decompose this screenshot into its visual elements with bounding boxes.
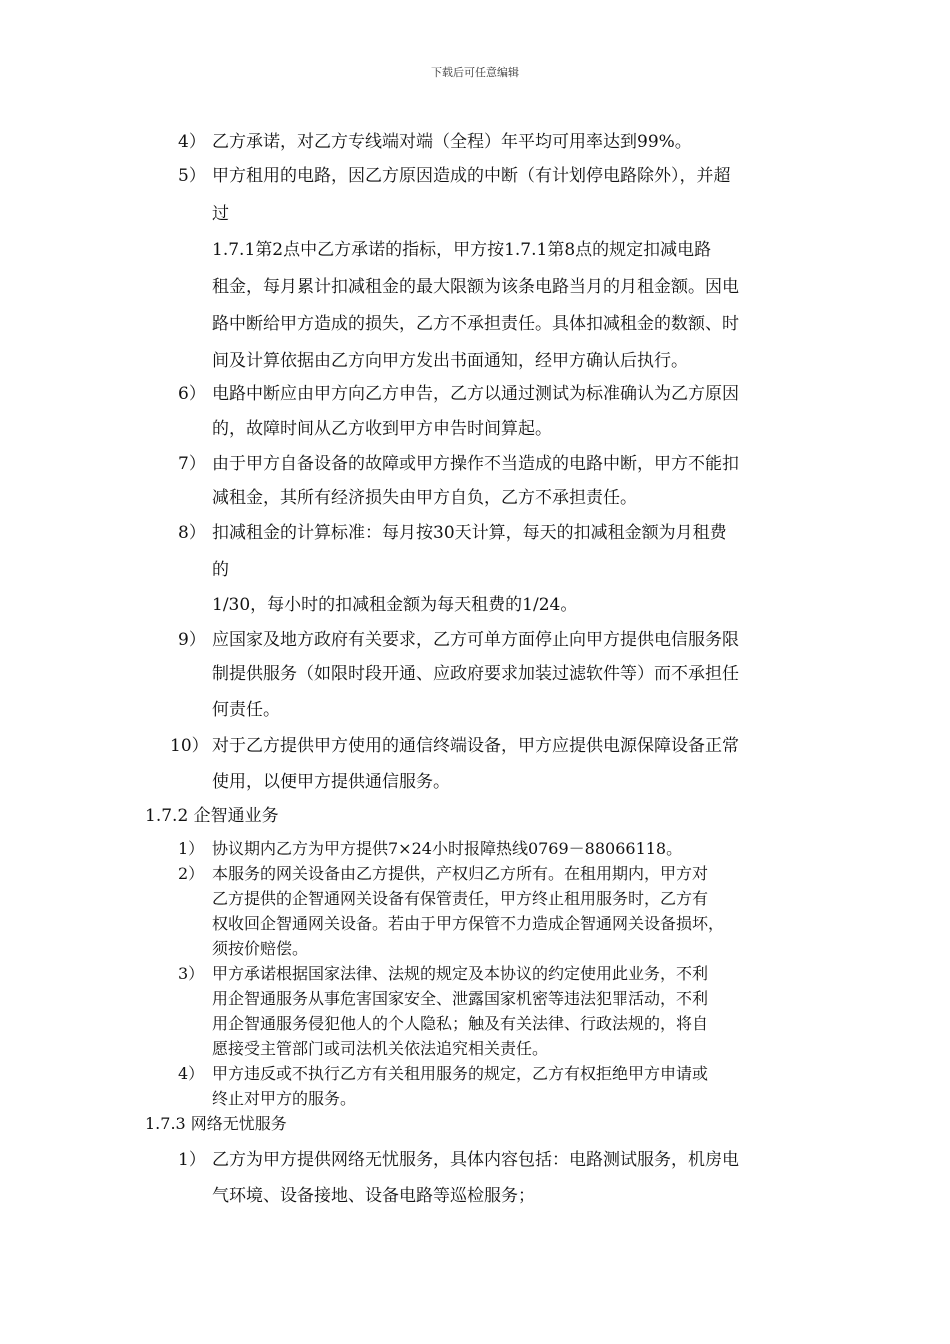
- item-number: 9）: [178, 630, 206, 650]
- item-text: 对于乙方提供甲方使用的通信终端设备，甲方应提供电源保障设备正常: [212, 736, 739, 756]
- item-text: 权收回企智通网关设备。若由于甲方保管不力造成企智通网关设备损坏，: [212, 914, 725, 933]
- item-text: 甲方承诺根据国家法律、法规的规定及本协议的约定使用此业务，不利: [212, 964, 709, 983]
- item-text: 路中断给甲方造成的损失，乙方不承担责任。具体扣减租金的数额、时: [212, 314, 739, 334]
- item-number: 4）: [178, 1064, 205, 1083]
- item-number: 3）: [178, 964, 205, 983]
- item-text: 1/30，每小时的扣减租金额为每天租费的1/24。: [212, 595, 578, 615]
- item-text: 制提供服务（如限时段开通、应政府要求加装过滤软件等）而不承担任: [212, 664, 739, 684]
- item-number: 1）: [178, 839, 205, 858]
- item-text: 乙方为甲方提供网络无忧服务，具体内容包括：电路测试服务，机房电: [212, 1150, 739, 1170]
- item-text: 甲方租用的电路，因乙方原因造成的中断（有计划停电路除外），并超: [212, 166, 731, 186]
- item-number: 5）: [178, 166, 206, 186]
- item-number: 7）: [178, 454, 206, 474]
- item-text: 甲方违反或不执行乙方有关租用服务的规定，乙方有权拒绝甲方申请或: [212, 1064, 709, 1083]
- item-number: 8）: [178, 523, 206, 543]
- item-text: 乙方提供的企智通网关设备有保管责任，甲方终止租用服务时，乙方有: [212, 889, 709, 908]
- item-number: 6）: [178, 384, 206, 404]
- item-text: 1.7.1第2点中乙方承诺的指标，甲方按1.7.1第8点的规定扣减电路: [212, 240, 712, 260]
- section-heading-1-7-2: 1.7.2 企智通业务: [145, 806, 279, 826]
- item-text: 扣减租金的计算标准：每月按30天计算，每天的扣减租金额为月租费: [212, 523, 727, 543]
- item-text: 间及计算依据由乙方向甲方发出书面通知，经甲方确认后执行。: [212, 351, 688, 371]
- item-text: 的，故障时间从乙方收到甲方申告时间算起。: [212, 419, 552, 439]
- section-heading-1-7-3: 1.7.3 网络无忧服务: [145, 1114, 287, 1133]
- item-text: 用企智通服务侵犯他人的个人隐私；触及有关法律、行政法规的，将自: [212, 1014, 709, 1033]
- item-text: 愿接受主管部门或司法机关依法追究相关责任。: [212, 1039, 549, 1058]
- item-text: 本服务的网关设备由乙方提供，产权归乙方所有。在租用期内，甲方对: [212, 864, 709, 883]
- item-text: 过: [212, 204, 229, 224]
- item-text: 协议期内乙方为甲方提供7×24小时报障热线0769－88066118。: [212, 839, 683, 858]
- item-text: 租金，每月累计扣减租金的最大限额为该条电路当月的月租金额。因电: [212, 277, 739, 297]
- item-text: 应国家及地方政府有关要求，乙方可单方面停止向甲方提供电信服务限: [212, 630, 739, 650]
- item-text: 终止对甲方的服务。: [212, 1089, 357, 1108]
- item-text: 须按价赔偿。: [212, 939, 309, 958]
- item-text: 乙方承诺，对乙方专线端对端（全程）年平均可用率达到99%。: [212, 132, 692, 152]
- item-number: 4）: [178, 132, 206, 152]
- item-number: 10）: [170, 736, 209, 756]
- item-text: 使用，以便甲方提供通信服务。: [212, 772, 450, 792]
- item-text: 的: [212, 560, 229, 580]
- item-number: 1）: [178, 1150, 206, 1170]
- item-text: 气环境、设备接地、设备电路等巡检服务；: [212, 1186, 535, 1206]
- item-text: 电路中断应由甲方向乙方申告，乙方以通过测试为标准确认为乙方原因: [212, 384, 739, 404]
- item-text: 由于甲方自备设备的故障或甲方操作不当造成的电路中断，甲方不能扣: [212, 454, 739, 474]
- item-text: 用企智通服务从事危害国家安全、泄露国家机密等违法犯罪活动，不利: [212, 989, 709, 1008]
- item-text: 减租金，其所有经济损失由甲方自负，乙方不承担责任。: [212, 488, 637, 508]
- item-number: 2）: [178, 864, 205, 883]
- page-header: 下载后可任意编辑: [431, 66, 519, 79]
- item-text: 何责任。: [212, 700, 280, 720]
